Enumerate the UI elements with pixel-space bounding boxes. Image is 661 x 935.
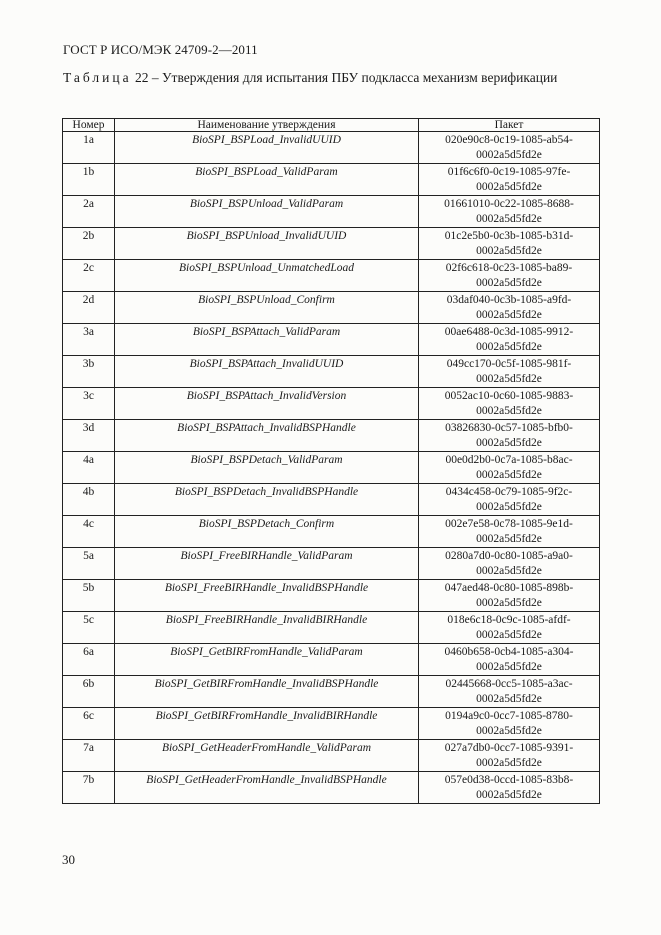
table-row <box>63 132 600 164</box>
package-line-1: 00e0d2b0-0c7a-1085-b8ac- <box>445 454 573 466</box>
table-row <box>63 580 600 612</box>
package-line-1: 020e90c8-0c19-1085-ab54- <box>445 134 573 146</box>
table-row <box>63 740 600 772</box>
assertion-number: 2d <box>63 292 115 324</box>
package-line-1: 01c2e5b0-0c3b-1085-b31d- <box>444 230 574 242</box>
table-row <box>63 484 600 516</box>
table-row <box>63 772 600 804</box>
package-line-2: 0002a5d5fd2e <box>476 500 542 513</box>
assertion-number: 1b <box>63 164 115 196</box>
package-line-2: 0002a5d5fd2e <box>476 692 542 705</box>
table-row <box>63 388 600 420</box>
package-line-1: 049cc170-0c5f-1085-981f- <box>446 358 572 370</box>
package-line-2: 0002a5d5fd2e <box>476 756 542 769</box>
document-header: ГОСТ Р ИСО/МЭК 24709-2—2011 <box>63 42 258 57</box>
assertion-package <box>419 196 600 228</box>
package-line-2: 0002a5d5fd2e <box>476 564 542 577</box>
package-line-1: 03826830-0c57-1085-bfb0- <box>445 422 573 434</box>
package-line-2: 0002a5d5fd2e <box>476 340 542 353</box>
table-row <box>63 676 600 708</box>
package-line-1: 00ae6488-0c3d-1085-9912- <box>444 326 574 338</box>
assertion-package <box>419 644 600 676</box>
table-row <box>63 548 600 580</box>
package-line-1: 0194a9c0-0cc7-1085-8780- <box>445 710 573 722</box>
assertion-package <box>419 708 600 740</box>
assertion-package <box>419 676 600 708</box>
package-line-1: 018e6c18-0c9c-1085-afdf- <box>447 614 571 626</box>
assertion-name: BioSPI_BSPAttach_ValidParam <box>115 324 419 356</box>
table-row <box>63 292 600 324</box>
package-line-2: 0002a5d5fd2e <box>476 724 542 737</box>
assertion-number: 4a <box>63 452 115 484</box>
assertion-number: 7b <box>63 772 115 804</box>
package-line-1: 01661010-0c22-1085-8688- <box>444 198 574 210</box>
assertion-number: 3a <box>63 324 115 356</box>
assertion-number: 6c <box>63 708 115 740</box>
package-line-1: 03daf040-0c3b-1085-a9fd- <box>446 294 572 306</box>
package-line-1: 02f6c618-0c23-1085-ba89- <box>445 262 573 274</box>
package-line-2: 0002a5d5fd2e <box>476 244 542 257</box>
package-line-2: 0002a5d5fd2e <box>476 596 542 609</box>
package-line-1: 0052ac10-0c60-1085-9883- <box>444 390 574 402</box>
assertion-package <box>419 164 600 196</box>
package-line-1: 047aed48-0c80-1085-898b- <box>444 582 574 594</box>
package-line-2: 0002a5d5fd2e <box>476 788 542 801</box>
table-caption-text: 22 – Утверждения для испытания ПБУ подкласса механизм верификации <box>131 70 558 85</box>
assertion-package <box>419 324 600 356</box>
assertion-name: BioSPI_BSPAttach_InvalidUUID <box>115 356 419 388</box>
assertion-number: 3b <box>63 356 115 388</box>
assertion-number: 4b <box>63 484 115 516</box>
package-line-1: 0460b658-0cb4-1085-a304- <box>444 646 574 658</box>
table-row <box>63 324 600 356</box>
assertion-name: BioSPI_GetBIRFromHandle_InvalidBSPHandle <box>115 676 419 708</box>
assertion-package <box>419 228 600 260</box>
column-header-name: Наименование утверждения <box>115 119 419 132</box>
assertion-name: BioSPI_BSPUnload_UnmatchedLoad <box>115 260 419 292</box>
package-line-2: 0002a5d5fd2e <box>476 276 542 289</box>
assertion-package <box>419 612 600 644</box>
table-row <box>63 228 600 260</box>
table-row <box>63 644 600 676</box>
table-row <box>63 164 600 196</box>
assertion-package <box>419 516 600 548</box>
table-body <box>63 132 600 804</box>
package-line-1: 002e7e58-0c78-1085-9e1d- <box>445 518 573 530</box>
assertion-package <box>419 420 600 452</box>
table-row <box>63 516 600 548</box>
package-line-1: 02445668-0cc5-1085-a3ac- <box>445 678 573 690</box>
assertion-package <box>419 772 600 804</box>
package-line-1: 0280a7d0-0c80-1085-a9a0- <box>445 550 573 562</box>
column-header-number: Номер <box>63 119 115 132</box>
assertion-package <box>419 452 600 484</box>
page-number: 30 <box>62 852 75 867</box>
assertion-number: 4c <box>63 516 115 548</box>
table-caption <box>63 64 623 92</box>
assertion-name: BioSPI_FreeBIRHandle_InvalidBIRHandle <box>115 612 419 644</box>
assertion-name: BioSPI_BSPAttach_InvalidVersion <box>115 388 419 420</box>
assertion-name: BioSPI_GetBIRFromHandle_InvalidBIRHandle <box>115 708 419 740</box>
package-line-1: 01f6c6f0-0c19-1085-97fe- <box>447 166 571 178</box>
assertion-number: 3c <box>63 388 115 420</box>
table-row <box>63 708 600 740</box>
assertion-name: BioSPI_BSPLoad_ValidParam <box>115 164 419 196</box>
table-header <box>63 119 600 132</box>
assertion-name: BioSPI_BSPUnload_InvalidUUID <box>115 228 419 260</box>
package-line-2: 0002a5d5fd2e <box>476 404 542 417</box>
table-row <box>63 196 600 228</box>
assertion-package <box>419 260 600 292</box>
package-line-2: 0002a5d5fd2e <box>476 148 542 161</box>
assertion-name: BioSPI_BSPDetach_InvalidBSPHandle <box>115 484 419 516</box>
assertion-package <box>419 132 600 164</box>
package-line-2: 0002a5d5fd2e <box>476 532 542 545</box>
assertions-table <box>62 118 600 804</box>
table-row <box>63 260 600 292</box>
table-header-row <box>63 119 600 132</box>
assertion-number: 2c <box>63 260 115 292</box>
package-line-2: 0002a5d5fd2e <box>476 436 542 449</box>
table-caption-label: Таблица <box>63 70 132 85</box>
package-line-2: 0002a5d5fd2e <box>476 212 542 225</box>
package-line-2: 0002a5d5fd2e <box>476 468 542 481</box>
package-line-2: 0002a5d5fd2e <box>476 180 542 193</box>
assertion-name: BioSPI_GetBIRFromHandle_ValidParam <box>115 644 419 676</box>
package-line-2: 0002a5d5fd2e <box>476 372 542 385</box>
assertion-package <box>419 356 600 388</box>
assertion-number: 6a <box>63 644 115 676</box>
assertion-package <box>419 484 600 516</box>
assertion-name: BioSPI_FreeBIRHandle_InvalidBSPHandle <box>115 580 419 612</box>
assertion-package <box>419 580 600 612</box>
assertion-package <box>419 740 600 772</box>
assertion-package <box>419 548 600 580</box>
table-row <box>63 420 600 452</box>
assertion-name: BioSPI_BSPDetach_Confirm <box>115 516 419 548</box>
package-line-2: 0002a5d5fd2e <box>476 308 542 321</box>
table-row <box>63 452 600 484</box>
assertion-name: BioSPI_BSPDetach_ValidParam <box>115 452 419 484</box>
table-row <box>63 356 600 388</box>
assertion-package <box>419 292 600 324</box>
assertion-number: 6b <box>63 676 115 708</box>
assertion-name: BioSPI_FreeBIRHandle_ValidParam <box>115 548 419 580</box>
package-line-1: 0434c458-0c79-1085-9f2c- <box>445 486 573 498</box>
package-line-2: 0002a5d5fd2e <box>476 628 542 641</box>
assertion-name: BioSPI_GetHeaderFromHandle_ValidParam <box>115 740 419 772</box>
assertion-number: 2b <box>63 228 115 260</box>
assertion-name: BioSPI_BSPLoad_InvalidUUID <box>115 132 419 164</box>
assertion-number: 5c <box>63 612 115 644</box>
assertion-number: 5b <box>63 580 115 612</box>
package-line-1: 027a7db0-0cc7-1085-9391- <box>444 742 574 754</box>
assertion-number: 1a <box>63 132 115 164</box>
assertion-name: BioSPI_BSPAttach_InvalidBSPHandle <box>115 420 419 452</box>
package-line-1: 057e0d38-0ccd-1085-83b8- <box>444 774 574 786</box>
assertion-name: BioSPI_BSPUnload_ValidParam <box>115 196 419 228</box>
assertion-name: BioSPI_GetHeaderFromHandle_InvalidBSPHandle <box>115 772 419 804</box>
assertion-number: 2a <box>63 196 115 228</box>
assertion-package <box>419 388 600 420</box>
package-line-2: 0002a5d5fd2e <box>476 660 542 673</box>
column-header-package: Пакет <box>419 119 600 132</box>
table-row <box>63 612 600 644</box>
assertion-number: 5a <box>63 548 115 580</box>
assertion-name: BioSPI_BSPUnload_Confirm <box>115 292 419 324</box>
assertion-number: 3d <box>63 420 115 452</box>
assertion-number: 7a <box>63 740 115 772</box>
